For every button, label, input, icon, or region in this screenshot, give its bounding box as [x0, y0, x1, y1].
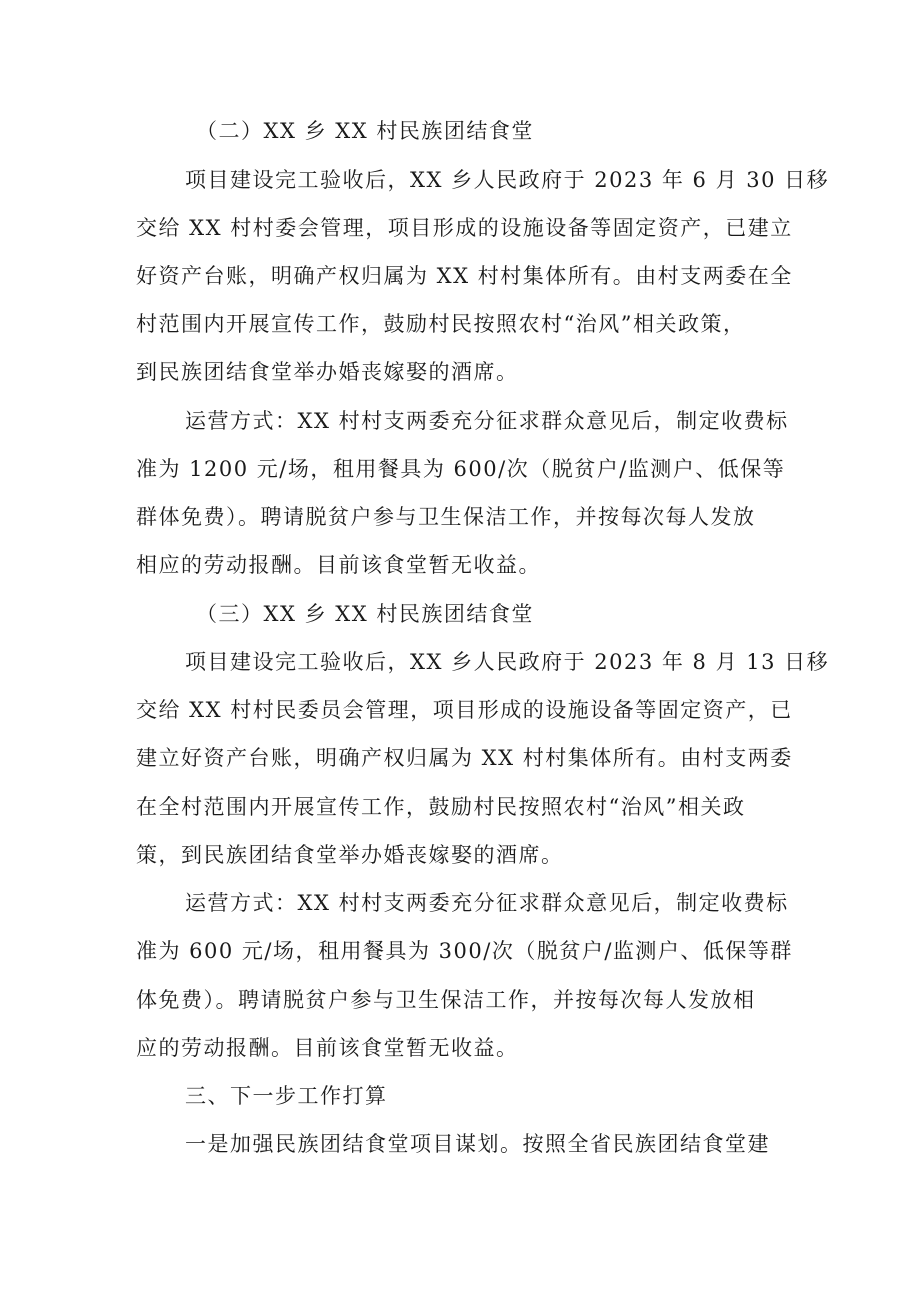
- paragraph-line: 项目建设完工验收后，XX 乡人民政府于 2023 年 8 月 13 日移: [185, 650, 830, 674]
- paragraph-line: 在全村范围内开展宣传工作，鼓励村民按照农村“治风”相关政: [136, 795, 746, 819]
- section-heading-2: （二）XX 乡 XX 村民族团结食堂: [196, 119, 534, 143]
- paragraph-line: 项目建设完工验收后，XX 乡人民政府于 2023 年 6 月 30 日移: [185, 168, 830, 192]
- paragraph-line: 到民族团结食堂举办婚丧嫁娶的酒席。: [136, 360, 519, 384]
- paragraph-line: 应的劳动报酬。目前该食堂暂无收益。: [136, 1036, 519, 1060]
- paragraph-line: 运营方式：XX 村村支两委充分征求群众意见后，制定收费标: [185, 409, 789, 433]
- section-heading-3: （三）XX 乡 XX 村民族团结食堂: [196, 602, 534, 626]
- paragraph-line: 建立好资产台账，明确产权归属为 XX 村村集体所有。由村支两委: [136, 746, 793, 770]
- section-heading-next-steps: 三、下一步工作打算: [185, 1084, 388, 1108]
- paragraph-line: 好资产台账，明确产权归属为 XX 村村集体所有。由村支两委在全: [136, 264, 793, 288]
- paragraph-line: 准为 1200 元/场，租用餐具为 600/次（脱贫户/监测户、低保等: [136, 457, 786, 481]
- paragraph-line: 村范围内开展宣传工作，鼓励村民按照农村“治风”相关政策，: [136, 312, 746, 336]
- paragraph-line: 相应的劳动报酬。目前该食堂暂无收益。: [136, 553, 541, 577]
- paragraph-line: 体免费）。聘请脱贫户参与卫生保洁工作，并按每次每人发放相: [136, 988, 756, 1012]
- paragraph-line: 群体免费）。聘请脱贫户参与卫生保洁工作，并按每次每人发放: [136, 505, 756, 529]
- paragraph-line: 一是加强民族团结食堂项目谋划。按照全省民族团结食堂建: [185, 1132, 770, 1156]
- paragraph-line: 运营方式：XX 村村支两委充分征求群众意见后，制定收费标: [185, 891, 789, 915]
- paragraph-line: 准为 600 元/场，租用餐具为 300/次（脱贫户/监测户、低保等群: [136, 939, 793, 963]
- paragraph-line: 策，到民族团结食堂举办婚丧嫁娶的酒席。: [136, 843, 564, 867]
- paragraph-line: 交给 XX 村村民委员会管理，项目形成的设施设备等固定资产，已: [136, 698, 793, 722]
- paragraph-line: 交给 XX 村村委会管理，项目形成的设施设备等固定资产，已建立: [136, 216, 793, 240]
